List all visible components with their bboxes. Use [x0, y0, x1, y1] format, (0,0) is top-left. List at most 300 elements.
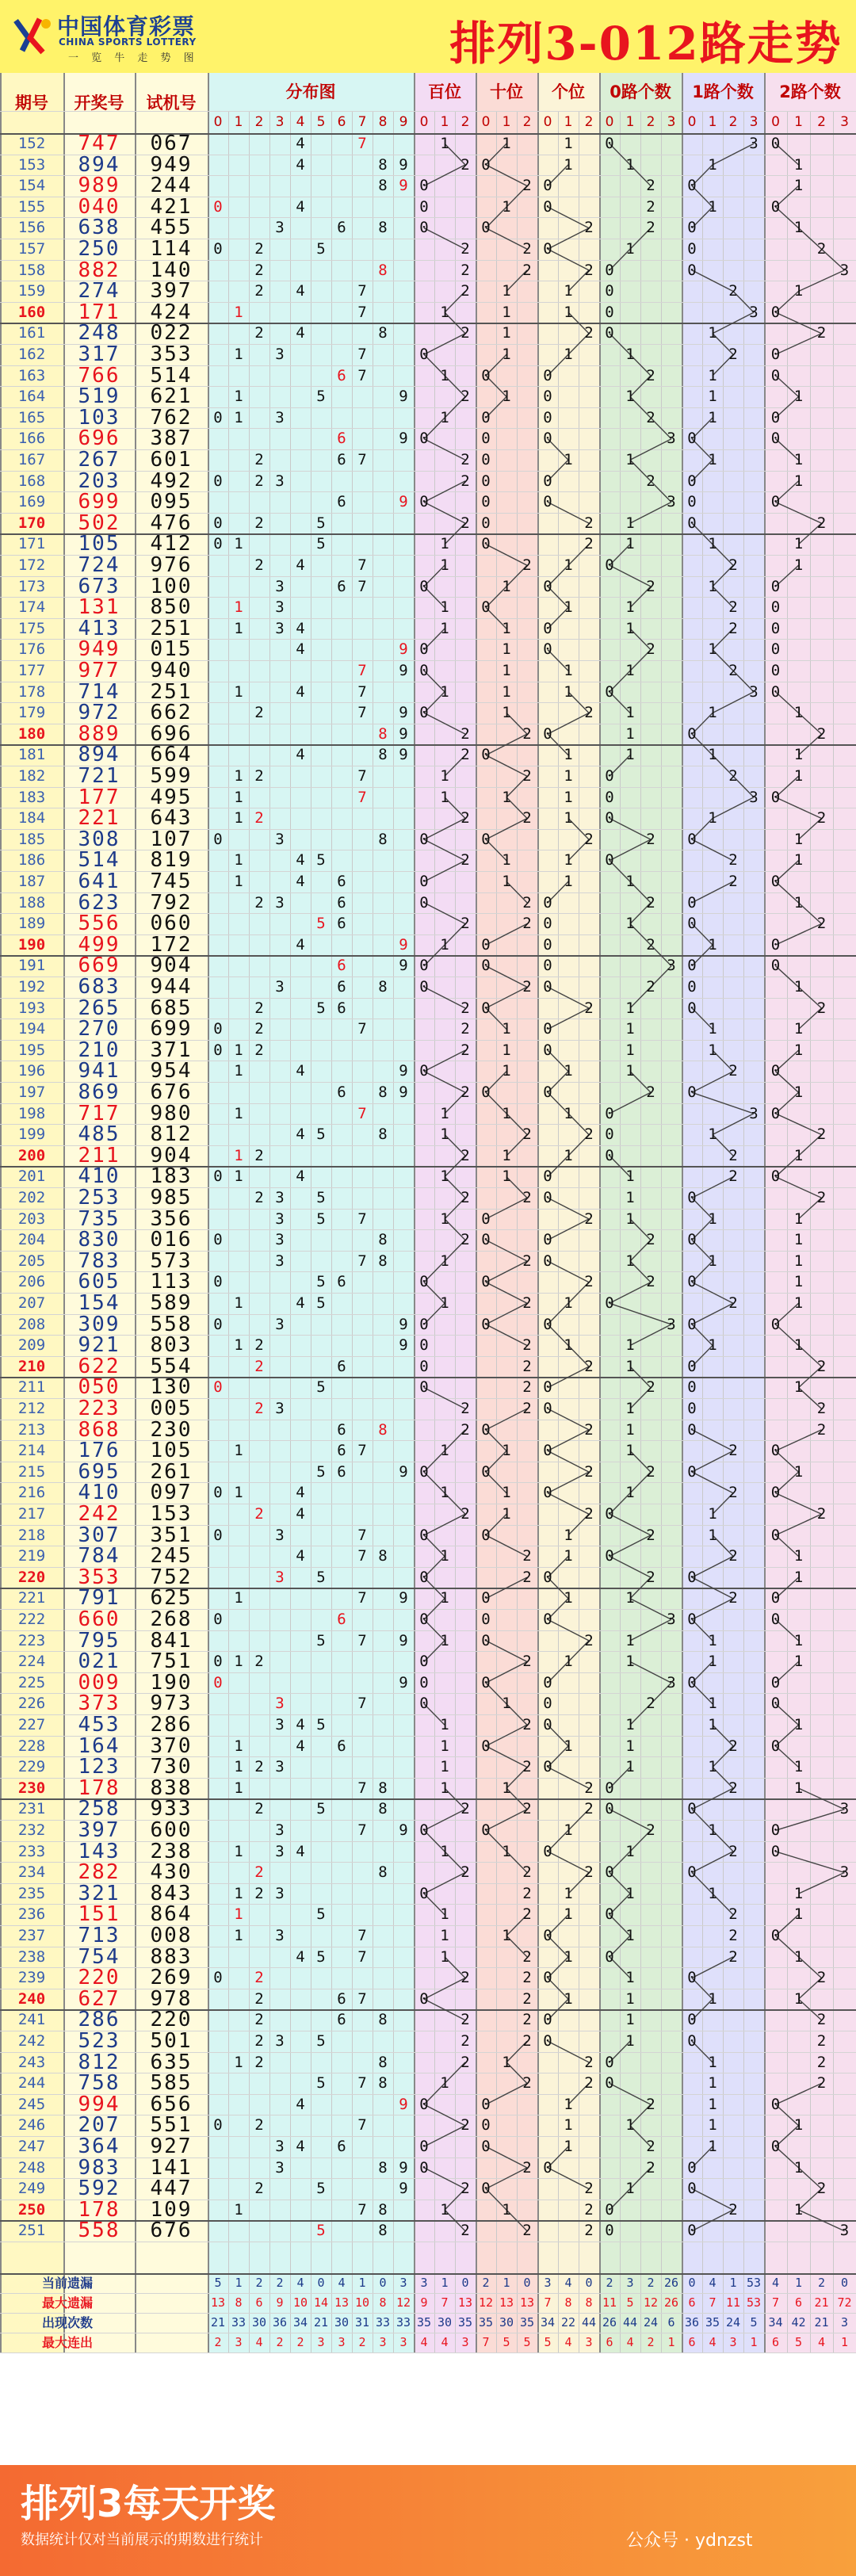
ten-route-mark: 2 [522, 1800, 532, 1818]
ten-route-mark: 1 [502, 282, 511, 300]
uni-route-mark: 1 [564, 1589, 573, 1607]
r2-count-mark: 0 [770, 1842, 781, 1860]
ten-route-mark: 0 [481, 514, 491, 532]
r2-count-mark: 0 [770, 493, 781, 511]
ten-route-mark: 1 [502, 1168, 511, 1186]
dist-digit-mark: 1 [234, 1168, 243, 1186]
r2-count-mark: 2 [816, 915, 827, 933]
period-cell: 247 [17, 2138, 46, 2155]
units-sub-2: 2 [584, 114, 594, 130]
ten-route-mark: 2 [522, 2222, 532, 2240]
r0-count-mark: 1 [625, 1716, 635, 1733]
trial-number-cell: 850 [150, 595, 193, 620]
trial-number-cell: 599 [150, 764, 193, 788]
dist-digit-mark: 7 [357, 2200, 367, 2219]
r1-count-mark: 1 [708, 746, 717, 764]
uni-route-mark: 2 [584, 535, 594, 553]
draw-number-cell: 724 [78, 553, 120, 577]
trial-number-cell: 060 [150, 912, 193, 936]
stat-r0-value: 11 [602, 2295, 617, 2310]
dist-digit-mark: 3 [275, 1821, 285, 1839]
stat-dist-value: 21 [210, 2315, 226, 2329]
dist-digit-mark: 1 [234, 1737, 243, 1755]
trial-number-cell: 933 [150, 1797, 193, 1821]
r0-count-mark: 1 [625, 662, 635, 679]
dist-digit-mark: 3 [275, 1758, 285, 1776]
r0-count-mark: 0 [605, 1505, 614, 1523]
dist-digit-mark: 1 [234, 346, 243, 363]
ten-route-mark: 2 [522, 1378, 532, 1397]
period-cell: 220 [17, 1568, 46, 1586]
stat-r0-value: 3 [626, 2276, 634, 2290]
ten-route-mark: 0 [481, 598, 491, 617]
uni-route-mark: 2 [584, 830, 594, 848]
r2-count-mark: 1 [793, 1716, 804, 1733]
trial-number-cell: 100 [150, 574, 193, 598]
ten-route-mark: 0 [481, 219, 491, 237]
dist-digit-mark: 6 [337, 957, 346, 975]
ten-route-mark: 2 [522, 1294, 532, 1312]
hun-route-mark: 2 [460, 1969, 470, 1987]
hun-route-mark: 1 [440, 767, 449, 785]
hun-route-mark: 1 [440, 1905, 449, 1924]
stat-dist-value: 3 [399, 2276, 407, 2290]
r1-count-mark: 2 [728, 1146, 738, 1164]
draw-number-cell: 317 [78, 342, 120, 366]
period-cell: 199 [17, 1126, 46, 1144]
r2-count-mark: 2 [816, 1400, 827, 1417]
uni-route-mark: 0 [543, 197, 552, 216]
sports-lottery-logo-icon [11, 14, 54, 57]
hun-route-mark: 1 [440, 135, 449, 152]
dist-digit-mark: 5 [316, 1126, 326, 1144]
r1-count-mark: 0 [687, 1231, 697, 1249]
draw-number-cell: 309 [78, 1312, 120, 1336]
draw-number-cell: 869 [78, 1080, 120, 1104]
uni-route-mark: 0 [543, 1716, 552, 1733]
r0-count-mark: 1 [625, 1062, 635, 1080]
draw-header: 开奖号 [74, 94, 124, 113]
dist-digit-mark: 0 [213, 1231, 223, 1249]
period-cell: 222 [17, 1611, 46, 1628]
r2-count-mark: 0 [770, 1442, 781, 1460]
trial-number-cell: 554 [150, 1354, 193, 1378]
hun-route-mark: 2 [460, 2032, 470, 2050]
stat-r0-value: 5 [626, 2295, 634, 2310]
dist-digit-mark: 6 [337, 1442, 346, 1460]
period-cell: 218 [17, 1526, 46, 1544]
period-cell: 188 [17, 893, 46, 912]
dist-digit-mark: 8 [378, 2011, 388, 2029]
period-cell: 160 [17, 303, 46, 321]
r1-count-mark: 3 [749, 682, 759, 701]
r1-count-mark: 2 [728, 1947, 738, 1966]
r0-count-mark: 0 [605, 2222, 614, 2240]
period-cell: 176 [17, 640, 46, 659]
stat-units-value: 3 [585, 2335, 593, 2349]
r0-count-mark: 0 [605, 1104, 614, 1122]
stat-dist-value: 34 [292, 2315, 308, 2329]
period-cell: 158 [17, 261, 46, 279]
hun-route-mark: 0 [419, 957, 429, 975]
r0-count-mark: 0 [605, 767, 614, 785]
period-cell: 221 [17, 1589, 46, 1607]
r0-count-mark: 2 [646, 1462, 655, 1481]
stat-r1-value: 53 [746, 2295, 762, 2310]
trial-number-cell: 514 [150, 363, 193, 388]
r1-count-mark: 0 [687, 1189, 697, 1206]
period-cell: 248 [17, 2158, 46, 2177]
uni-route-mark: 1 [564, 682, 573, 701]
stat-hundreds-value: 9 [420, 2295, 428, 2310]
r1-count-mark: 0 [687, 430, 697, 448]
dist-digit-mark: 2 [254, 1400, 264, 1417]
r2-count-mark: 0 [770, 873, 781, 890]
r2-count-mark: 1 [793, 1653, 804, 1671]
draw-number-cell: 784 [78, 1544, 120, 1569]
r2-count-mark: 0 [770, 366, 781, 384]
r0-sub-2: 2 [646, 114, 655, 130]
stat-dist-value: 4 [255, 2335, 263, 2349]
r0-count-mark: 1 [625, 1252, 635, 1270]
dist-digit-mark: 1 [234, 1294, 243, 1312]
dist-digit-mark: 2 [254, 1653, 264, 1671]
stat-r1-value: 7 [709, 2295, 717, 2310]
dist-digit-mark: 4 [296, 1947, 305, 1966]
draw-number-cell: 558 [78, 2219, 120, 2243]
r1-count-mark: 2 [728, 1737, 738, 1755]
r1-sub-0: 0 [687, 114, 697, 130]
dist-digit-mark: 1 [234, 1779, 243, 1797]
ten-route-mark: 1 [502, 873, 511, 890]
hun-route-mark: 0 [419, 1695, 429, 1713]
draw-number-cell: 989 [78, 174, 120, 198]
ten-route-mark: 2 [522, 1547, 532, 1565]
stat-r0-value: 2 [606, 2276, 613, 2290]
ten-route-mark: 2 [522, 1863, 532, 1882]
uni-route-mark: 0 [543, 408, 552, 426]
r2-count-mark: 0 [770, 640, 781, 659]
dist-digit-mark: 5 [316, 2180, 326, 2198]
dist-digit-mark: 6 [337, 915, 346, 933]
dist-digit-mark: 2 [254, 1863, 264, 1882]
draw-number-cell: 812 [78, 2050, 120, 2074]
dist-digit-mark: 6 [337, 1989, 346, 2008]
r2-count-mark: 1 [793, 1568, 804, 1586]
r2-count-mark: 1 [793, 1631, 804, 1649]
r0-count-mark: 1 [625, 1589, 635, 1607]
stat-r1-value: 4 [709, 2276, 717, 2290]
draw-number-cell: 286 [78, 2008, 120, 2032]
r2-count-mark: 1 [793, 767, 804, 785]
hun-route-mark: 0 [419, 1568, 429, 1586]
r1-count-mark: 3 [749, 1104, 759, 1122]
r1-count-mark: 1 [708, 388, 717, 406]
stat-units-value: 3 [544, 2276, 552, 2290]
dist-digit-mark: 1 [234, 535, 243, 553]
dist-digit-mark: 1 [234, 1442, 243, 1460]
r1-count-mark: 1 [708, 935, 717, 954]
draw-number-cell: 623 [78, 890, 120, 915]
draw-number-cell: 373 [78, 1691, 120, 1716]
uni-route-mark: 2 [584, 2053, 594, 2071]
draw-number-cell: 223 [78, 1397, 120, 1420]
dist-digit-mark: 3 [275, 1842, 285, 1860]
uni-route-mark: 0 [543, 1315, 552, 1333]
dist-digit-mark: 7 [357, 1631, 367, 1649]
dist-digit-mark: 5 [316, 999, 326, 1017]
period-cell: 246 [17, 2116, 46, 2135]
dist-digit-mark: 9 [399, 1821, 408, 1839]
trial-number-cell: 980 [150, 1101, 193, 1126]
dist-digit-mark: 6 [337, 2011, 346, 2029]
dist-digit-mark: 8 [378, 324, 388, 342]
dist-digit-mark: 6 [337, 1611, 346, 1628]
r1-count-mark: 0 [687, 1863, 697, 1882]
dist-digit-mark: 1 [234, 1884, 243, 1902]
period-cell: 190 [17, 935, 46, 954]
stat-label: 当前遗漏 [41, 2276, 93, 2291]
r0-count-mark: 1 [625, 1969, 635, 1987]
r2-count-mark: 1 [793, 472, 804, 490]
hun-route-mark: 2 [460, 851, 470, 869]
dist-digit-mark: 3 [275, 408, 285, 426]
draw-number-cell: 364 [78, 2135, 120, 2158]
dist-digit-mark: 9 [399, 746, 408, 764]
draw-number-cell: 605 [78, 1270, 120, 1294]
dist-digit-mark: 3 [275, 577, 285, 595]
period-cell: 223 [17, 1631, 46, 1649]
r0-count-mark: 1 [625, 2116, 635, 2135]
r2-count-mark: 1 [793, 1210, 804, 1228]
ten-route-mark: 1 [502, 851, 511, 869]
stat-r2-value: 2 [817, 2276, 826, 2290]
r1-count-mark: 1 [708, 408, 717, 426]
stat-dist-value: 9 [276, 2295, 284, 2310]
dist-sub-8: 8 [378, 114, 388, 130]
r1-count-mark: 1 [708, 1210, 717, 1228]
stat-units-value: 4 [564, 2335, 572, 2349]
dist-digit-mark: 0 [213, 1611, 223, 1628]
dist-digit-mark: 7 [357, 1779, 367, 1797]
dist-digit-mark: 4 [296, 1842, 305, 1860]
dist-digit-mark: 1 [234, 2200, 243, 2219]
ten-route-mark: 1 [502, 1927, 511, 1944]
dist-digit-mark: 3 [275, 219, 285, 237]
stat-r0-value: 44 [622, 2315, 638, 2329]
r1-count-mark: 1 [708, 1526, 717, 1544]
stat-dist-value: 3 [379, 2335, 387, 2349]
uni-route-mark: 0 [543, 430, 552, 448]
r2-count-mark: 1 [793, 388, 804, 406]
uni-route-mark: 2 [584, 1863, 594, 1882]
trial-number-cell: 803 [150, 1333, 193, 1358]
stat-r1-value: 1 [729, 2276, 737, 2290]
dist-digit-mark: 1 [234, 1589, 243, 1607]
dist-digit-mark: 7 [357, 1695, 367, 1713]
stat-hundreds-value: 35 [416, 2315, 432, 2329]
uni-route-mark: 0 [543, 177, 552, 195]
r1-sub-1: 1 [708, 114, 717, 130]
draw-number-cell: 103 [78, 405, 120, 430]
draw-number-cell: 021 [78, 1649, 120, 1674]
hun-route-mark: 1 [440, 1716, 449, 1733]
r0-count-mark: 1 [625, 1653, 635, 1671]
draw-number-cell: 972 [78, 701, 120, 725]
period-cell: 201 [17, 1168, 46, 1186]
draw-number-cell: 282 [78, 1860, 120, 1885]
uni-route-mark: 0 [543, 1231, 552, 1249]
dist-digit-mark: 3 [275, 346, 285, 363]
r1-count-mark: 1 [708, 1695, 717, 1713]
hun-route-mark: 0 [419, 704, 429, 722]
r0-count-mark: 2 [646, 219, 655, 237]
draw-number-cell: 040 [78, 194, 120, 219]
dist-digit-mark: 7 [357, 1104, 367, 1122]
stat-r0-value: 12 [643, 2295, 659, 2310]
ten-route-mark: 1 [502, 1062, 511, 1080]
r0-count-mark: 0 [605, 2200, 614, 2219]
period-cell: 161 [17, 324, 46, 342]
draw-number-cell: 164 [78, 1733, 120, 1758]
r2-count-mark: 0 [770, 788, 781, 806]
hun-route-mark: 2 [460, 1020, 470, 1038]
r2-count-mark: 0 [770, 1737, 781, 1755]
dist-digit-mark: 9 [399, 388, 408, 406]
ten-route-mark: 1 [502, 662, 511, 679]
ten-route-mark: 0 [481, 1273, 491, 1291]
trial-number-cell: 130 [150, 1375, 193, 1400]
hun-route-mark: 1 [440, 1758, 449, 1776]
dist-digit-mark: 3 [275, 1231, 285, 1249]
dist-digit-mark: 3 [275, 1400, 285, 1417]
ten-route-mark: 1 [502, 2053, 511, 2071]
hun-route-mark: 2 [460, 1084, 470, 1101]
trial-number-cell: 954 [150, 1059, 193, 1084]
dist-digit-mark: 0 [213, 830, 223, 848]
r0-header: 0路个数 [610, 82, 671, 101]
r0-count-mark: 0 [605, 303, 614, 321]
uni-route-mark: 1 [564, 873, 573, 890]
ten-route-mark: 2 [522, 809, 532, 827]
period-cell: 196 [17, 1062, 46, 1080]
dist-digit-mark: 4 [296, 640, 305, 659]
r1-count-mark: 2 [728, 1442, 738, 1460]
dist-digit-mark: 3 [275, 2158, 285, 2177]
r0-count-mark: 3 [667, 957, 676, 975]
ten-route-mark: 0 [481, 472, 491, 490]
uni-route-mark: 2 [584, 704, 594, 722]
trial-number-cell: 558 [150, 1312, 193, 1336]
uni-route-mark: 1 [564, 1884, 573, 1902]
dist-digit-mark: 3 [275, 619, 285, 637]
draw-number-cell: 274 [78, 279, 120, 304]
tens-sub-0: 0 [481, 114, 491, 130]
hun-route-mark: 0 [419, 1653, 429, 1671]
draw-number-cell: 721 [78, 764, 120, 788]
trial-number-cell: 551 [150, 2113, 193, 2138]
stat-dist-value: 8 [235, 2295, 243, 2310]
draw-number-cell: 397 [78, 1818, 120, 1842]
dist-digit-mark: 2 [254, 1969, 264, 1987]
r2-count-mark: 1 [793, 893, 804, 912]
r0-count-mark: 0 [605, 682, 614, 701]
stat-hundreds-value: 3 [461, 2335, 469, 2349]
period-cell: 204 [17, 1231, 46, 1249]
stat-units-value: 44 [581, 2315, 597, 2329]
ten-route-mark: 1 [502, 1041, 511, 1059]
r0-count-mark: 1 [625, 704, 635, 722]
r2-count-mark: 2 [816, 1420, 827, 1439]
ten-route-mark: 2 [522, 1947, 532, 1966]
r1-count-mark: 1 [708, 704, 717, 722]
r2-sub-0: 0 [771, 114, 780, 130]
ten-route-mark: 0 [481, 1462, 491, 1481]
logo-english-name: CHINA SPORTS LOTTERY [59, 36, 197, 48]
dist-digit-mark: 2 [254, 1336, 264, 1355]
draw-number-cell: 714 [78, 679, 120, 704]
dist-digit-mark: 1 [234, 1104, 243, 1122]
r2-count-mark: 0 [770, 662, 781, 679]
hun-route-mark: 2 [460, 240, 470, 258]
dist-digit-mark: 6 [337, 1737, 346, 1755]
dist-digit-mark: 9 [399, 1336, 408, 1355]
uni-route-mark: 1 [564, 1104, 573, 1122]
stat-r2-value: 4 [817, 2335, 826, 2349]
tens-header: 十位 [490, 82, 523, 101]
trial-number-cell: 109 [150, 2197, 193, 2222]
r0-count-mark: 0 [605, 556, 614, 574]
r1-count-mark: 1 [708, 1020, 717, 1038]
period-cell: 229 [17, 1758, 46, 1776]
hun-route-mark: 2 [460, 915, 470, 933]
trial-number-cell: 005 [150, 1397, 193, 1420]
r2-count-mark: 0 [770, 2138, 781, 2155]
r0-count-mark: 1 [625, 1020, 635, 1038]
trial-number-cell: 251 [150, 679, 193, 704]
ten-route-mark: 0 [481, 746, 491, 764]
hun-route-mark: 1 [440, 1842, 449, 1860]
uni-route-mark: 2 [584, 2074, 594, 2093]
ten-route-mark: 1 [502, 682, 511, 701]
r2-count-mark: 2 [816, 1189, 827, 1206]
dist-digit-mark: 2 [254, 2032, 264, 2050]
ten-route-mark: 2 [522, 1653, 532, 1671]
draw-number-cell: 523 [78, 2029, 120, 2053]
uni-route-mark: 0 [543, 1168, 552, 1186]
dist-digit-mark: 1 [234, 1758, 243, 1776]
hun-route-mark: 1 [440, 1484, 449, 1502]
period-cell: 232 [17, 1821, 46, 1839]
ten-route-mark: 1 [502, 388, 511, 406]
trial-number-cell: 585 [150, 2071, 193, 2096]
r1-sub-2: 2 [728, 114, 738, 130]
trial-number-cell: 600 [150, 1818, 193, 1842]
ten-route-mark: 1 [502, 324, 511, 342]
hun-route-mark: 1 [440, 2200, 449, 2219]
stat-units-value: 34 [540, 2315, 556, 2329]
dist-digit-mark: 3 [275, 2032, 285, 2050]
units-sub-0: 0 [543, 114, 552, 130]
trial-number-cell: 245 [150, 1544, 193, 1569]
uni-route-mark: 0 [543, 957, 552, 975]
ten-route-mark: 0 [481, 430, 491, 448]
draw-number-cell: 210 [78, 1038, 120, 1062]
dist-digit-mark: 4 [296, 1062, 305, 1080]
dist-header: 分布图 [285, 82, 336, 101]
trial-number-cell: 940 [150, 659, 193, 682]
dist-digit-mark: 0 [213, 1378, 223, 1397]
